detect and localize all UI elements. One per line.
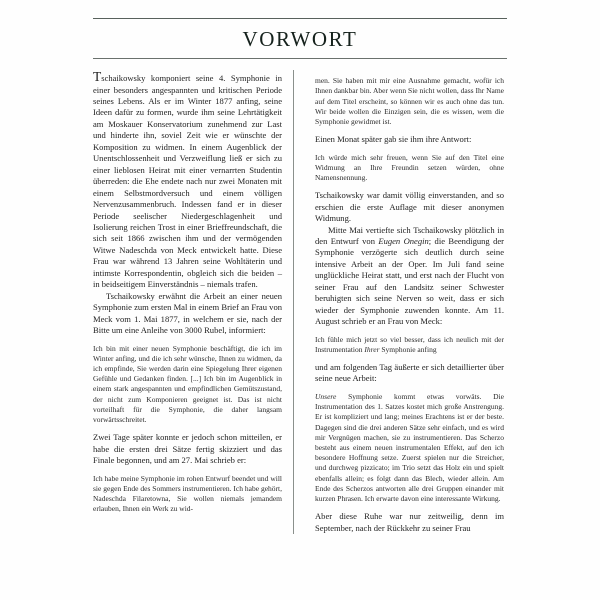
title-block bbox=[93, 18, 507, 59]
quote-text-before: Ich fühle mich jetzt so viel besser, dass ich neulich mit der Instrumentation bbox=[315, 334, 504, 354]
column-divider bbox=[293, 70, 294, 534]
paragraph-text-before: Mitte Mai vertiefte sich Tschaikowsky plötzlich in den Entwurf von bbox=[315, 224, 504, 246]
paragraph-first-mention: Tschaikowsky erwähnt die Arbeit an einer neuen Symphonie zum ersten Mal in einem Brief an Frau von Meck vom 1. Mai 1877, in welchem er sie, nach der Bitte um eine Anleihe von 3000 Rubel, informiert: bbox=[93, 290, 282, 336]
right-column bbox=[312, 70, 504, 570]
quote-letter-may-27-continued: men. Sie haben mit mir eine Ausnahme gemacht, wofür ich Ihnen dankbar bin. Aber wenn Sie nicht wollen, dass Ihr Name auf dem Titel erscheint, so können wir es auch ohne das tun. Wir beide wollen die Einzigen sein, die es wissen, wem die Symphonie gewidmet ist. bbox=[315, 76, 504, 126]
paragraph-next-day: und am folgenden Tag äußerte er sich detaillierter über seine neue Arbeit: bbox=[315, 362, 504, 384]
quote-text-after: Symphonie anfing bbox=[379, 344, 437, 354]
paragraph-text-after: ; die Beendigung der Symphonie verzögerte sich deutlich durch seine intensive Arbeit an der Oper. Im Juli fand seine unglückliche Heirat statt, und erst nach der Flucht von seiner Frau auf den Landsitz seiner Schwester beruhigten sich seine Nerven so weit, dass er sich wieder der Symphonie zuwenden konnte. Am 11. August schrieb er an Frau von Meck: bbox=[315, 235, 505, 327]
paragraph-eugen-onegin bbox=[315, 225, 504, 328]
page-content bbox=[93, 18, 507, 588]
quote-letter-detail bbox=[315, 392, 504, 504]
paragraph-ruhe-zeitweilig: Aber diese Ruhe war nur zeitweilig, denn im September, nach der Rückkehr zu seiner Frau bbox=[315, 511, 504, 533]
work-title-eugen-onegin: Eugen Onegin bbox=[378, 235, 429, 246]
quote-letter-august-11 bbox=[315, 335, 504, 355]
quote-her-reply: Ich würde mich sehr freuen, wenn Sie auf den Titel eine Widmung an Ihre Freundin setzen würden, ohne Namensnennung. bbox=[315, 152, 504, 182]
quote-letter-may-1: Ich bin mit einer neuen Symphonie beschäftigt, die ich im Winter anfing, und die ich sehr wünsche, Ihnen zu widmen, da ich empfinde, Sie werden darin eine Spiegelung Ihrer eigenen Gefühle und Gedanken finden. [...] Ich bin im Augenblick in einem stark angespannten und empfindlichen Gemütszustand, der nicht zum Komponieren geeignet ist. Das ist nicht vorteilhaft für die Symphonie, die daher langsam vorwärtsschreitet. bbox=[93, 343, 282, 424]
paragraph-intro bbox=[93, 70, 282, 291]
paragraph-anonymous-dedication: Tschaikowsky war damit völlig einverstanden, and so erschien die erste Auflage mit dieser anonymen Widmung. bbox=[315, 190, 504, 224]
quote-letter-may-27: Ich habe meine Symphonie im rohen Entwurf beendet und will sie gegen Ende des Sommers instrumentieren. Ich habe gehört, Nadeschda Filaretowna, Sie wollen niemals jemandem erlauben, Ihnen ein Werk zu wid- bbox=[93, 473, 282, 514]
page-title: VORWORT bbox=[242, 27, 358, 51]
left-column bbox=[93, 70, 285, 570]
paragraph-her-answer: Einen Monat später gab sie ihm ihre Antwort: bbox=[315, 134, 472, 145]
paragraph-two-days-later: Zwei Tage später konnte er jedoch schon mitteilen, er habe die ersten drei Sätze fertig skizziert und das Finale begonnen, und am 27. Mai schrieb er: bbox=[93, 432, 282, 466]
drop-cap: T bbox=[93, 69, 102, 85]
title-rule-bottom bbox=[93, 58, 507, 59]
emphasis-unsere: Unsere bbox=[315, 391, 337, 401]
two-column-body bbox=[93, 70, 507, 570]
quote-text-after-unsere: Symphonie kommt etwas vorwäts. Die Instrumentation des 1. Satzes kostet mich große Anstrengung. Er ist kompliziert und lang; meines Erachtens ist er der beste. Dagegen sind die drei anderen Sätze sehr einfach, und es wird mir Vergnügen machen, sie zu instrumentieren. Das Scherzo besteht aus einem neuen instrumentalen Effekt, auf den ich besondere Hoffnung setze. Zuerst spielen nur die Streicher, und durchweg pizzicato; im Trio setzt das Holz ein und spielt ebenfalls allein; es folgt dann das Blech, wieder allein. Am Ende des Scherzos antworten alle drei Gruppen einander mit kurzen Phrasen. Ich erwarte davon eine interessante Wirkung. bbox=[315, 391, 504, 503]
emphasis-ihrer: Ihrer bbox=[364, 344, 380, 354]
paragraph-text: schaikowsky komponiert seine 4. Symphonie in einer besonders angespannten und kritischen Periode seines Lebens. Als er im Winter 1877 anfing, seine Ideen dafür zu formen, wurde ihm seine Lehrtätigkeit am Moskauer Konservatorium zunehmend zur Last und hinderte ihn, soviel Zeit wie er wünschte der Komposition zu widmen. In einem Augenblick der Unentschlossenheit und Verzweiflung ließ er sich zu einer lieblosen Heirat mit einer vernarrten Studentin überreden: die Ehe endete nach nur zwei Monaten mit einem Selbstmordversuch und einem völligen Nervenzusammenbruch. Indessen fand er in dieser Periode seelischer Niedergeschlagenheit und Isolierung reichen Trost in einer Brieffreundschaft, die sich seit 1866 zwischen ihm und der vermögenden Witwe Nadeschda von Meck entwickelt hatte. Diese Frau war während 13 Jahren seine Wohltäterin und intimste Korrespondentin, obgleich sich die beiden – in beidseitigem Einverständnis – niemals trafen. bbox=[93, 73, 282, 290]
